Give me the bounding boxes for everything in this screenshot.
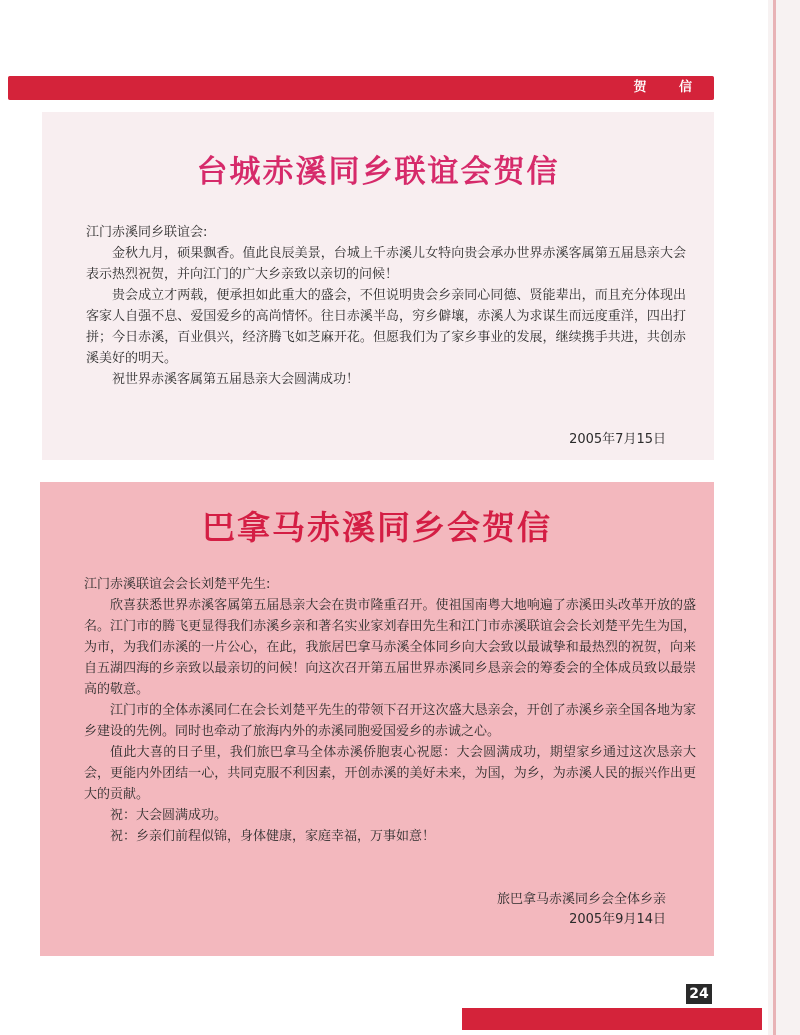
letter-closing: 祝：大会圆满成功。 (110, 808, 228, 823)
letter-paragraph: 祝世界赤溪客属第五届恳亲大会圆满成功！ (112, 372, 360, 387)
letter-signature-block (497, 890, 666, 930)
letter-body (84, 574, 696, 847)
section-header-label: 贺 信 (633, 80, 706, 95)
letter-paragraph: 值此大喜的日子里，我们旅巴拿马全体赤溪侨胞衷心祝愿：大会圆满成功，期望家乡通过这次恳亲大会，更能内外团结一心，共同克服不利因素，开创赤溪的美好未来，为国，为乡，为赤溪人民的振兴作出更大的贡献。 (84, 745, 696, 802)
footer-bar (462, 1008, 762, 1030)
letter-paragraph: 江门市的全体赤溪同仁在会长刘楚平先生的带领下召开这次盛大恳亲会，开创了赤溪乡亲全国各地为家乡建设的先例。同时也牵动了旅海内外的赤溪同胞爱国爱乡的赤诚之心。 (84, 703, 696, 739)
section-header-bar (8, 76, 714, 100)
letter-paragraph: 欣喜获悉世界赤溪客属第五届恳亲大会在贵市隆重召开。使祖国南粤大地响遍了赤溪田头改革开放的盛名。江门市的腾飞更显得我们赤溪乡亲和著名实业家刘春田先生和江门市赤溪联谊会会长刘楚平先生为国，为市，为我们赤溪的一片公心，在此，我旅居巴拿马赤溪全体同乡向大会致以最诚挚和最热烈的祝贺，向来自五湖四海的乡亲致以最亲切的问候！向这次召开第五届世界赤溪同乡恳亲会的筹委会的全体成员致以最崇高的敬意。 (84, 598, 696, 697)
letter-salutation: 江门赤溪同乡联谊会: (86, 225, 208, 240)
letter-panel-taicheng (42, 112, 714, 460)
page-edge-stripe (773, 0, 776, 1035)
letter-body (86, 222, 686, 390)
letter-paragraph: 贵会成立才两载，便承担如此重大的盛会，不但说明贵会乡亲同心同德、贤能辈出，而且充分体现出客家人自强不息、爱国爱乡的高尚情怀。往日赤溪半岛，穷乡僻壤，赤溪人为求谋生而远度重洋，四出打拼；今日赤溪，百业俱兴，经济腾飞如芝麻开花。但愿我们为了家乡事业的发展，继续携手共进，共创赤溪美好的明天。 (86, 288, 686, 366)
letter-closing: 祝：乡亲们前程似锦，身体健康，家庭幸福，万事如意！ (110, 829, 436, 844)
page-number: 24 (686, 984, 712, 1004)
letter-title: 台城赤溪同乡联谊会贺信 (196, 154, 560, 190)
letter-paragraph: 金秋九月，硕果飘香。值此良辰美景，台城上千赤溪儿女特向贵会承办世界赤溪客属第五届恳亲大会表示热烈祝贺，并向江门的广大乡亲致以亲切的问候！ (86, 246, 686, 282)
letter-title: 巴拿马赤溪同乡会贺信 (202, 508, 552, 547)
letter-date: 2005年7月15日 (569, 432, 666, 447)
letter-salutation: 江门赤溪联谊会会长刘楚平先生: (84, 577, 271, 592)
letter-signature: 旅巴拿马赤溪同乡会全体乡亲 (496, 892, 666, 907)
letter-date: 2005年9月14日 (569, 912, 666, 927)
letter-panel-panama (40, 482, 714, 956)
